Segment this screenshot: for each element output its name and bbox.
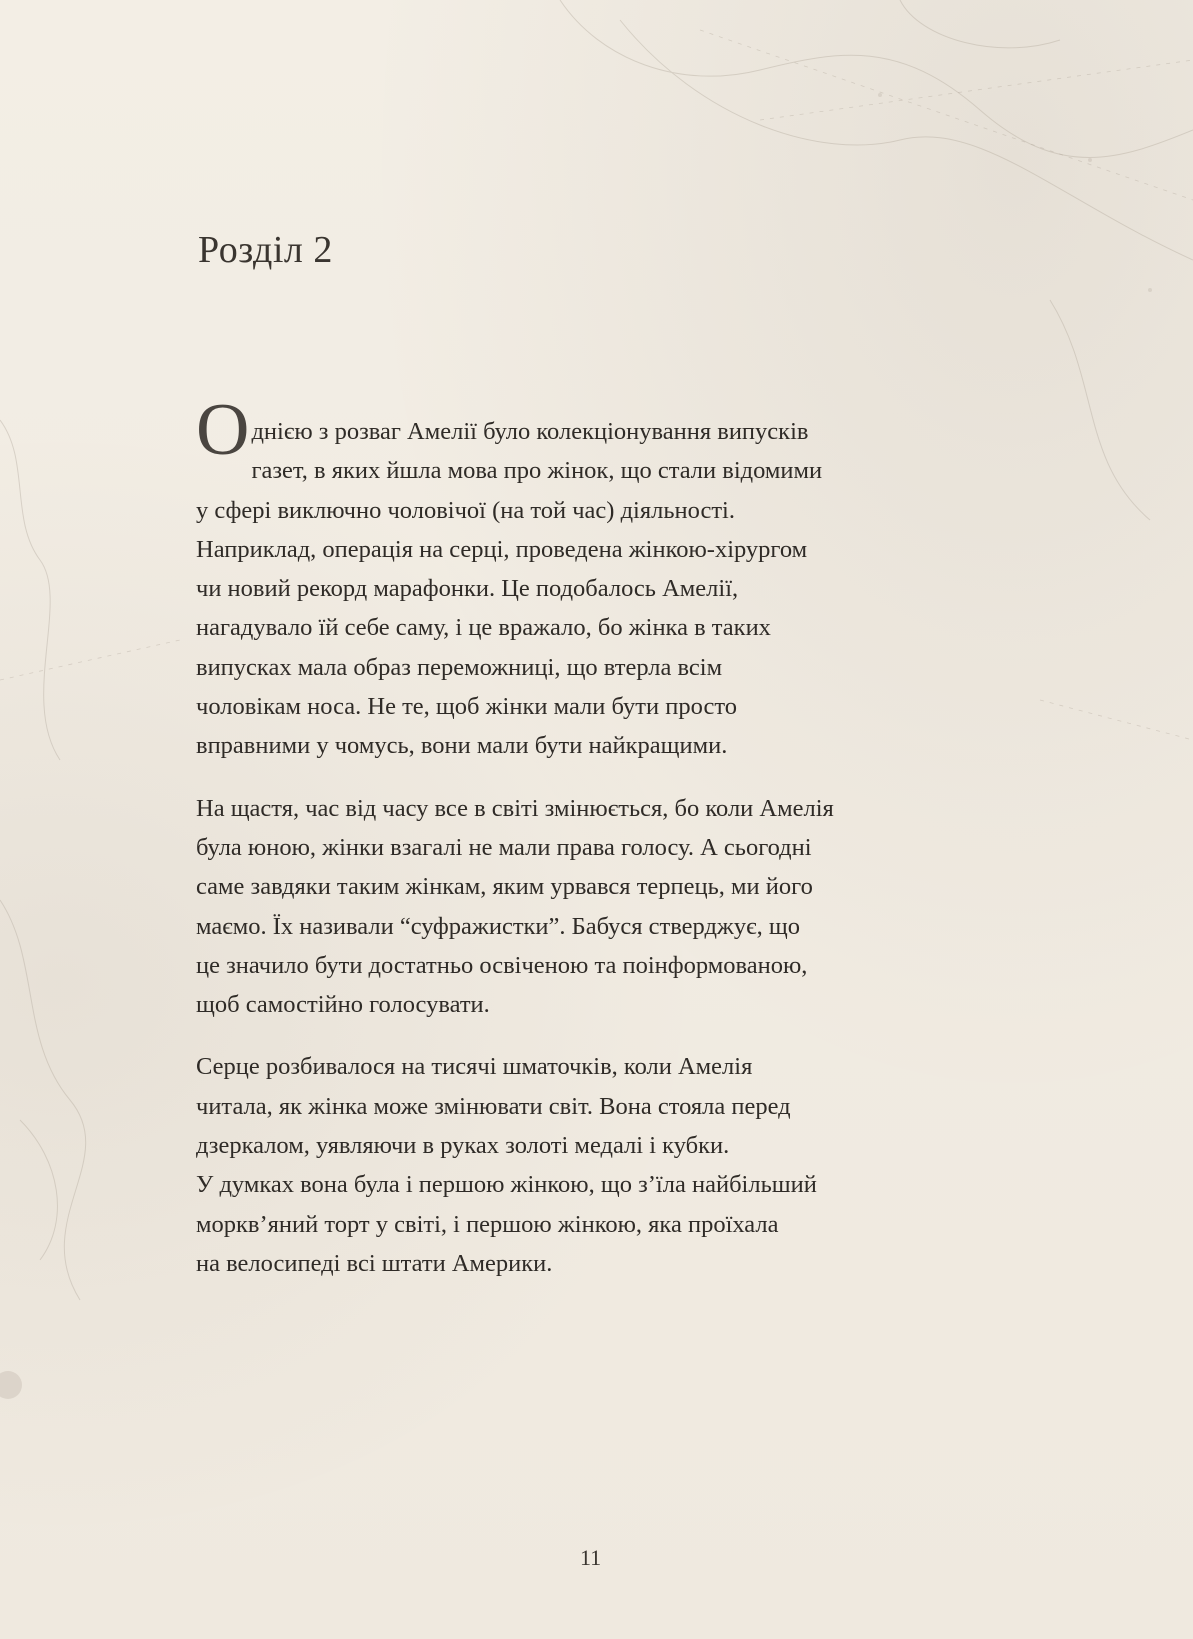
- text-line: чоловікам носа. Не те, щоб жінки мали бути просто: [196, 693, 737, 721]
- text-line: на велосипеді всі штати Америки.: [196, 1249, 553, 1277]
- text-line: маємо. Їх називали “суфражистки”. Бабуся стверджує, що: [196, 912, 800, 940]
- text-line: вправними у чомусь, вони мали бути найкращими.: [196, 732, 728, 760]
- text-line: була юною, жінки взагалі не мали права голосу. А сьогодні: [196, 833, 812, 861]
- page-number: 11: [580, 1545, 602, 1570]
- text-line: У думках вона була і першою жінкою, що з’їла найбільший: [196, 1171, 817, 1199]
- text-line: читала, як жінка може змінювати світ. Вона стояла перед: [196, 1092, 791, 1120]
- text-line: випусках мала образ переможниці, що втерла всім: [196, 653, 723, 681]
- text-line: Серце розбивалося на тисячі шматочків, коли Амелія: [196, 1053, 753, 1081]
- text-line: чи новий рекорд марафонки. Це подобалось Амелії,: [196, 575, 739, 603]
- drop-cap: О: [196, 389, 250, 471]
- paragraph-3: [196, 1047, 1026, 1283]
- text-line: На щастя, час від часу все в світі змінюється, бо коли Амелія: [196, 794, 834, 822]
- body-text: [196, 389, 1026, 1306]
- text-line: дзеркалом, уявляючи в руках золоті медалі і кубки.: [196, 1132, 730, 1160]
- chapter-title: Розділ 2: [198, 229, 333, 271]
- text-line: саме завдяки таким жінкам, яким урвався терпець, ми його: [196, 873, 813, 901]
- text-line: щоб самостійно голосувати.: [196, 991, 490, 1019]
- text-line: днією з розваг Амелії було колекціонування випусків: [251, 418, 809, 445]
- text-line: Наприклад, операція на серці, проведена жінкою-хірургом: [196, 535, 808, 563]
- paragraph-2: [196, 789, 1026, 1025]
- text-line: у сфері виключно чоловічої (на той час) діяльності.: [196, 496, 735, 524]
- text-line: нагадувало їй себе саму, і це вражало, бо жінка в таких: [196, 614, 771, 642]
- text-line: морквʼяний торт у світі, і першою жінкою, яка проїхала: [196, 1210, 779, 1238]
- paragraph-1: [196, 389, 1026, 766]
- text-line: це значило бути достатньо освіченою та поінформованою,: [196, 951, 808, 979]
- text-line: газет, в яких йшла мова про жінок, що стали відомими: [251, 457, 823, 485]
